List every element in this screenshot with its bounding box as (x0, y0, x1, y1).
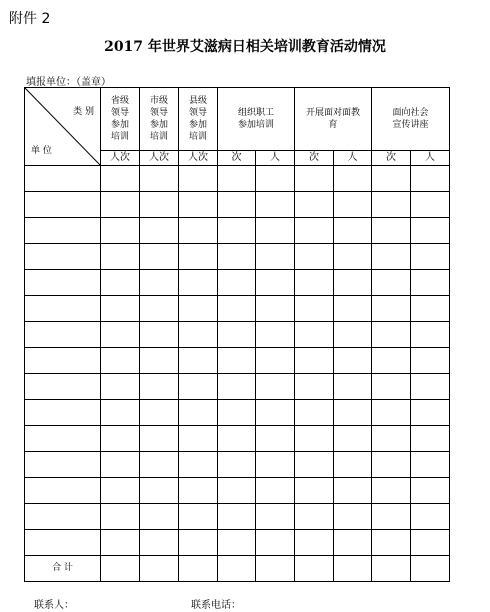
column-header-2 (140, 88, 179, 151)
unit-subheader: 次 (372, 151, 411, 166)
unit-subheader: 人 (411, 151, 450, 166)
table-row (25, 374, 450, 400)
column-header-line: 领导 (149, 107, 168, 118)
column-header-line: 领导 (110, 107, 129, 118)
data-cell[interactable] (218, 348, 256, 374)
data-cell[interactable] (372, 166, 411, 192)
column-header-line: 培训 (110, 132, 129, 143)
column-header-line: 培训 (188, 132, 207, 143)
data-cell[interactable] (411, 478, 450, 504)
unit-name-cell[interactable] (25, 166, 101, 192)
data-cell[interactable] (256, 400, 295, 426)
data-cell[interactable] (218, 504, 256, 530)
unit-name-cell[interactable] (25, 244, 101, 270)
data-cell[interactable] (140, 296, 179, 322)
data-cell[interactable] (101, 478, 140, 504)
data-cell[interactable] (334, 348, 372, 374)
unit-name-cell[interactable] (25, 530, 101, 556)
total-label: 合 计 (25, 556, 101, 582)
column-header-4 (218, 88, 295, 151)
data-cell[interactable] (179, 192, 218, 218)
data-cell[interactable] (256, 270, 295, 296)
data-cell[interactable] (411, 270, 450, 296)
data-cell[interactable] (101, 452, 140, 478)
unit-name-cell[interactable] (25, 426, 101, 452)
column-header-3 (179, 88, 218, 151)
data-cell[interactable] (295, 426, 334, 452)
data-cell[interactable] (334, 400, 372, 426)
table-row (25, 530, 450, 556)
data-cell[interactable] (218, 296, 256, 322)
data-cell[interactable] (140, 192, 179, 218)
data-cell[interactable] (411, 166, 450, 192)
data-cell[interactable] (411, 218, 450, 244)
data-cell[interactable] (256, 166, 295, 192)
data-cell[interactable] (372, 348, 411, 374)
data-cell[interactable] (140, 504, 179, 530)
total-cell[interactable] (140, 556, 179, 582)
data-cell[interactable] (179, 244, 218, 270)
table-row (25, 348, 450, 374)
total-cell[interactable] (411, 556, 450, 582)
table-row (25, 478, 450, 504)
data-cell[interactable] (334, 192, 372, 218)
data-cell[interactable] (256, 426, 295, 452)
data-cell[interactable] (179, 348, 218, 374)
data-cell[interactable] (295, 270, 334, 296)
data-cell[interactable] (101, 322, 140, 348)
data-cell[interactable] (256, 374, 295, 400)
corner-unit-label: 单 位 (31, 145, 52, 156)
unit-subheader: 人次 (140, 151, 179, 166)
total-cell[interactable] (218, 556, 256, 582)
data-cell[interactable] (295, 374, 334, 400)
column-header-line: 参加 (149, 120, 168, 130)
unit-name-cell[interactable] (25, 504, 101, 530)
data-cell[interactable] (256, 452, 295, 478)
data-cell[interactable] (295, 452, 334, 478)
total-cell[interactable] (256, 556, 295, 582)
total-cell[interactable] (334, 556, 372, 582)
data-cell[interactable] (295, 166, 334, 192)
unit-subheader: 人 (256, 151, 295, 166)
data-cell[interactable] (179, 478, 218, 504)
data-cell[interactable] (218, 452, 256, 478)
data-cell[interactable] (334, 426, 372, 452)
table-row (25, 192, 450, 218)
column-header-line: 宣传讲座 (392, 120, 429, 130)
data-cell[interactable] (372, 452, 411, 478)
total-cell[interactable] (101, 556, 140, 582)
data-cell[interactable] (411, 452, 450, 478)
column-header-line: 省级 (110, 95, 129, 106)
data-cell[interactable] (256, 244, 295, 270)
data-cell[interactable] (101, 426, 140, 452)
table-row (25, 504, 450, 530)
unit-name-cell[interactable] (25, 192, 101, 218)
table-row (25, 166, 450, 192)
data-cell[interactable] (411, 348, 450, 374)
data-cell[interactable] (256, 322, 295, 348)
data-cell[interactable] (179, 530, 218, 556)
unit-name-cell[interactable] (25, 218, 101, 244)
data-cell[interactable] (140, 322, 179, 348)
attachment-label: 附件 2 (9, 11, 51, 27)
table-row (25, 296, 450, 322)
data-cell[interactable] (140, 478, 179, 504)
data-cell[interactable] (101, 400, 140, 426)
data-cell[interactable] (140, 400, 179, 426)
data-cell[interactable] (140, 166, 179, 192)
unit-name-cell[interactable] (25, 322, 101, 348)
unit-subheader: 次 (295, 151, 334, 166)
data-cell[interactable] (411, 322, 450, 348)
data-cell[interactable] (334, 166, 372, 192)
data-cell[interactable] (295, 296, 334, 322)
data-cell[interactable] (218, 400, 256, 426)
column-header-line: 县级 (188, 95, 207, 106)
data-cell[interactable] (256, 348, 295, 374)
data-cell[interactable] (372, 218, 411, 244)
column-header-line: 领导 (188, 107, 207, 118)
total-cell[interactable] (372, 556, 411, 582)
fill-unit-label: 填报单位：（盖章） (26, 77, 111, 88)
table-row (25, 244, 450, 270)
table-row (25, 426, 450, 452)
data-cell[interactable] (334, 244, 372, 270)
data-cell[interactable] (256, 478, 295, 504)
data-cell[interactable] (179, 270, 218, 296)
data-cell[interactable] (411, 244, 450, 270)
unit-name-cell[interactable] (25, 478, 101, 504)
data-cell[interactable] (334, 530, 372, 556)
column-header-line: 育 (328, 120, 338, 130)
data-cell[interactable] (372, 322, 411, 348)
data-cell[interactable] (372, 374, 411, 400)
data-cell[interactable] (218, 530, 256, 556)
data-cell[interactable] (101, 166, 140, 192)
total-row (25, 556, 450, 582)
data-cell[interactable] (256, 504, 295, 530)
table-row (25, 452, 450, 478)
data-cell[interactable] (411, 530, 450, 556)
unit-subheader: 人 (334, 151, 372, 166)
column-header-line: 参加 (110, 120, 129, 130)
data-cell[interactable] (101, 192, 140, 218)
data-cell[interactable] (372, 296, 411, 322)
unit-name-cell[interactable] (25, 348, 101, 374)
data-cell[interactable] (334, 478, 372, 504)
data-cell[interactable] (295, 244, 334, 270)
data-cell[interactable] (179, 426, 218, 452)
data-cell[interactable] (411, 400, 450, 426)
unit-name-cell[interactable] (25, 270, 101, 296)
data-cell[interactable] (218, 192, 256, 218)
column-header-line: 培训 (149, 132, 168, 143)
data-cell[interactable] (140, 218, 179, 244)
total-cell[interactable] (295, 556, 334, 582)
data-cell[interactable] (295, 348, 334, 374)
data-cell[interactable] (101, 504, 140, 530)
data-cell[interactable] (218, 166, 256, 192)
data-cell[interactable] (334, 218, 372, 244)
data-cell[interactable] (411, 296, 450, 322)
data-cell[interactable] (179, 166, 218, 192)
corner-category-label: 类 别 (73, 107, 94, 117)
data-cell[interactable] (101, 244, 140, 270)
unit-name-cell[interactable] (25, 452, 101, 478)
data-cell[interactable] (256, 296, 295, 322)
data-cell[interactable] (295, 218, 334, 244)
data-cell[interactable] (334, 270, 372, 296)
column-header-line: 参加 (188, 120, 207, 130)
column-header-line: 组织职工 (238, 107, 275, 118)
unit-subheader: 人次 (179, 151, 218, 166)
column-header-5 (295, 88, 372, 151)
data-cell[interactable] (295, 504, 334, 530)
column-header-line: 面向社会 (392, 107, 429, 118)
data-cell[interactable] (101, 296, 140, 322)
data-cell[interactable] (372, 504, 411, 530)
data-cell[interactable] (179, 504, 218, 530)
data-cell[interactable] (179, 374, 218, 400)
unit-name-cell[interactable] (25, 296, 101, 322)
data-cell[interactable] (218, 374, 256, 400)
data-cell[interactable] (411, 426, 450, 452)
data-cell[interactable] (334, 374, 372, 400)
data-cell[interactable] (218, 478, 256, 504)
data-cell[interactable] (295, 478, 334, 504)
data-cell[interactable] (372, 270, 411, 296)
data-cell[interactable] (372, 426, 411, 452)
data-cell[interactable] (256, 218, 295, 244)
data-cell[interactable] (140, 270, 179, 296)
data-cell[interactable] (218, 322, 256, 348)
column-header-1 (101, 88, 140, 151)
data-cell[interactable] (334, 322, 372, 348)
column-header-line: 市级 (149, 95, 168, 106)
total-cell[interactable] (179, 556, 218, 582)
data-cell[interactable] (140, 426, 179, 452)
data-cell[interactable] (140, 348, 179, 374)
contact-phone-label: 联系电话： (191, 600, 241, 611)
table-row (25, 218, 450, 244)
unit-subheader: 人次 (101, 151, 140, 166)
data-cell[interactable] (372, 478, 411, 504)
column-header-6 (372, 88, 450, 151)
data-cell[interactable] (218, 426, 256, 452)
table-row (25, 400, 450, 426)
data-cell[interactable] (295, 530, 334, 556)
contact-person-label: 联系人： (34, 600, 74, 611)
data-cell[interactable] (295, 322, 334, 348)
table-row (25, 322, 450, 348)
data-cell[interactable] (218, 218, 256, 244)
unit-subheader: 次 (218, 151, 256, 166)
table-row (25, 270, 450, 296)
data-cell[interactable] (295, 192, 334, 218)
data-cell[interactable] (140, 374, 179, 400)
column-header-line: 参加培训 (238, 120, 275, 130)
data-cell[interactable] (101, 218, 140, 244)
data-cell[interactable] (101, 348, 140, 374)
data-cell[interactable] (256, 530, 295, 556)
data-cell[interactable] (140, 530, 179, 556)
activity-table (24, 87, 450, 582)
data-cell[interactable] (140, 452, 179, 478)
column-header-line: 开展面对面教 (306, 107, 361, 118)
data-cell[interactable] (179, 452, 218, 478)
document-title: 2017 年世界艾滋病日相关培训教育活动情况 (104, 39, 386, 55)
data-cell[interactable] (218, 244, 256, 270)
data-cell[interactable] (295, 400, 334, 426)
data-cell[interactable] (101, 270, 140, 296)
data-cell[interactable] (411, 374, 450, 400)
corner-header-cell (25, 88, 101, 166)
data-cell[interactable] (179, 296, 218, 322)
data-cell[interactable] (334, 452, 372, 478)
data-cell[interactable] (372, 192, 411, 218)
unit-name-cell[interactable] (25, 400, 101, 426)
data-cell[interactable] (334, 504, 372, 530)
data-cell[interactable] (372, 244, 411, 270)
data-cell[interactable] (411, 504, 450, 530)
data-cell[interactable] (411, 192, 450, 218)
data-cell[interactable] (179, 322, 218, 348)
unit-name-cell[interactable] (25, 374, 101, 400)
data-cell[interactable] (218, 270, 256, 296)
data-cell[interactable] (140, 244, 179, 270)
data-cell[interactable] (101, 374, 140, 400)
data-cell[interactable] (179, 218, 218, 244)
data-cell[interactable] (179, 400, 218, 426)
footer (34, 596, 241, 611)
data-cell[interactable] (372, 530, 411, 556)
data-cell[interactable] (101, 530, 140, 556)
data-cell[interactable] (256, 192, 295, 218)
data-cell[interactable] (334, 296, 372, 322)
data-cell[interactable] (372, 400, 411, 426)
